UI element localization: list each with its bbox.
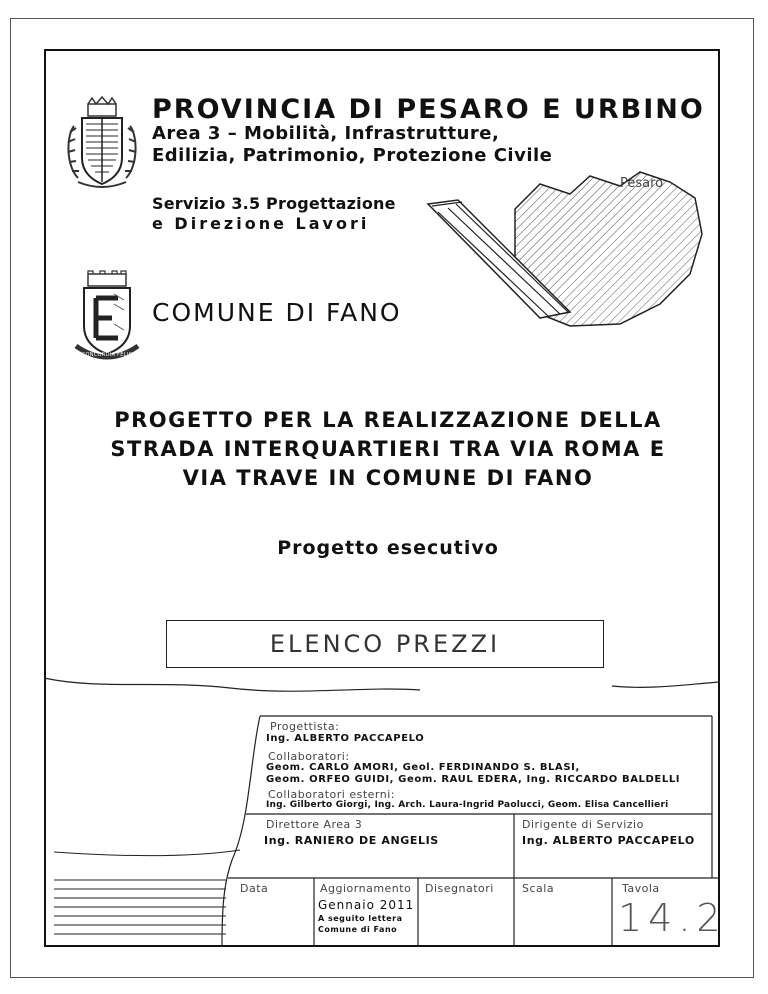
progettista-label: Progettista: [270, 720, 340, 733]
aggiornamento-label: Aggiornamento [320, 882, 412, 895]
collaboratori-label: Collaboratori: [268, 750, 350, 763]
project-title-line-3: VIA TRAVE IN COMUNE DI FANO [182, 466, 594, 490]
collaboratori-esterni: Ing. Gilberto Giorgi, Ing. Arch. Laura-Ingrid Paolucci, Geom. Elisa Cancellieri [266, 800, 669, 810]
document-title: ELENCO PREZZI [269, 630, 501, 658]
progettista-name: Ing. ALBERTO PACCAPELO [266, 733, 425, 744]
aggiornamento-note-1: A seguito lettera [318, 914, 403, 923]
data-label: Data [240, 882, 269, 895]
area-line-2: Edilizia, Patrimonio, Protezione Civile [152, 145, 553, 166]
direttore-name: Ing. RANIERO DE ANGELIS [264, 834, 439, 847]
municipality-title: COMUNE DI FANO [152, 298, 402, 327]
province-title: PROVINCIA DI PESARO E URBINO [152, 94, 705, 125]
dirigente-label: Dirigente di Servizio [522, 818, 644, 831]
project-title-line-2: STRADA INTERQUARTIERI TRA VIA ROMA E [110, 437, 666, 461]
dirigente-name: Ing. ALBERTO PACCAPELO [522, 834, 695, 847]
collaboratori-line-1: Geom. CARLO AMORI, Geol. FERDINANDO S. BLASI, [266, 762, 580, 773]
service-line-2: e Direzione Lavori [152, 214, 370, 233]
tavola-number: 14.2 [618, 896, 727, 940]
disegnatori-label: Disegnatori [425, 882, 494, 895]
aggiornamento-note-2: Comune di Fano [318, 925, 398, 934]
scala-label: Scala [522, 882, 555, 895]
area-line-1: Area 3 – Mobilità, Infrastrutture, [152, 123, 500, 144]
map-label: Pesaro [620, 176, 664, 191]
project-phase: Progetto esecutivo [277, 537, 499, 559]
aggiornamento-date: Gennaio 2011 [318, 898, 415, 912]
collaboratori-esterni-label: Collaboratori esterni: [268, 788, 395, 801]
service-line-1: Servizio 3.5 Progettazione [152, 194, 396, 213]
project-title-line-1: PROGETTO PER LA REALIZZAZIONE DELLA [114, 408, 662, 432]
tavola-label: Tavola [622, 882, 660, 895]
crest-motto: IN CONCORDIA FELICITAS [74, 352, 145, 358]
direttore-label: Direttore Area 3 [266, 818, 363, 831]
collaboratori-line-2: Geom. ORFEO GUIDI, Geom. RAUL EDERA, Ing. RICCARDO BALDELLI [266, 774, 681, 785]
